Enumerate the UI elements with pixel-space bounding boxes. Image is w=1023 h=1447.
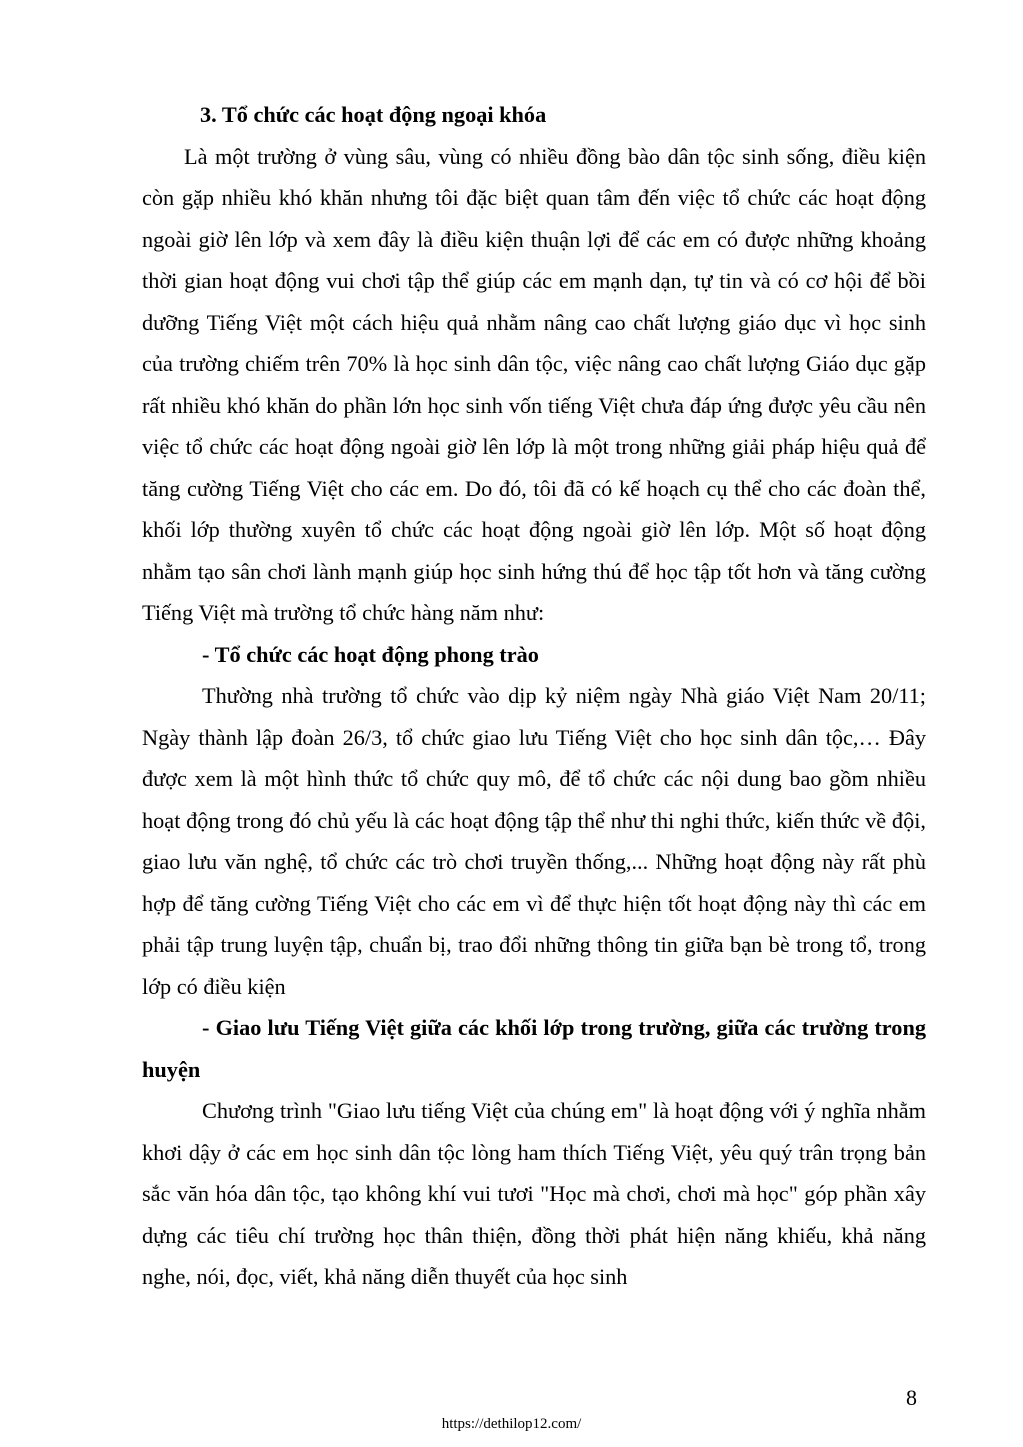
paragraph-intro: Là một trường ở vùng sâu, vùng có nhiều đồng bào dân tộc sinh sống, điều kiện còn gặp nhiều khó khăn nhưng tôi đặc biệt quan tâm đến việc tổ chức các hoạt động ngoài giờ lên lớp và xem đây là điều kiện thuận lợi để các em có được những khoảng thời gian hoạt động vui chơi tập thể giúp các em mạnh dạn, tự tin và có cơ hội để bồi dưỡng Tiếng Việt một cách hiệu quả nhằm nâng cao chất lượng giáo dục vì học sinh của trường chiếm trên 70% là học sinh dân tộc, việc nâng cao chất lượng Giáo dục gặp rất nhiều khó khăn do phần lớn học sinh vốn tiếng Việt chưa đáp ứng được yêu cầu nên việc tổ chức các hoạt động ngoài giờ lên lớp là một trong những giải pháp hiệu quả để tăng cường Tiếng Việt cho các em. Do đó, tôi đã có kế hoạch cụ thể cho các đoàn thể, khối lớp thường xuyên tổ chức các hoạt động ngoài giờ lên lớp. Một số hoạt động nhằm tạo sân chơi lành mạnh giúp học sinh hứng thú để học tập tốt hơn và tăng cường Tiếng Việt mà trường tổ chức hàng năm như:: [142, 143, 926, 625]
subheading-movement-activities: - Tổ chức các hoạt động phong trào: [202, 641, 539, 667]
paragraph-movement-activities: Thường nhà trường tổ chức vào dịp kỷ niệm ngày Nhà giáo Việt Nam 20/11; Ngày thành lập đoàn 26/3, tổ chức giao lưu Tiếng Việt cho học sinh dân tộc,… Đây được xem là một hình thức tổ chức quy mô, để tổ chức các nội dung bao gồm nhiều hoạt động trong đó chủ yếu là các hoạt động tập thể như thi nghi thức, kiến thức về đội, giao lưu văn nghệ, tổ chức các trò chơi truyền thống,... Những hoạt động này rất phù hợp để tăng cường Tiếng Việt cho các em vì để thực hiện tốt hoạt động này thì các em phải tập trung luyện tập, chuẩn bị, trao đổi những thông tin giữa bạn bè trong tổ, trong lớp có điều kiện: [142, 683, 926, 999]
page-content: [142, 94, 926, 1298]
page-number: 8: [906, 1385, 917, 1410]
paragraph-vietnamese-exchange: Chương trình "Giao lưu tiếng Việt của chúng em" là hoạt động với ý nghĩa nhằm khơi dậy ở các em học sinh dân tộc lòng ham thích Tiếng Việt, yêu quý trân trọng bản sắc văn hóa dân tộc, tạo không khí vui tươi "Học mà chơi, chơi mà học" góp phần xây dựng các tiêu chí trường học thân thiện, đồng thời phát hiện năng khiếu, khả năng nghe, nói, đọc, viết, khả năng diễn thuyết của học sinh: [142, 1098, 926, 1289]
footer-url[interactable]: https://dethilop12.com/: [441, 1416, 582, 1432]
subheading-vietnamese-exchange: - Giao lưu Tiếng Việt giữa các khối lớp trong trường, giữa các trường trong huyện: [142, 1015, 926, 1082]
section-heading: 3. Tổ chức các hoạt động ngoại khóa: [200, 102, 547, 127]
